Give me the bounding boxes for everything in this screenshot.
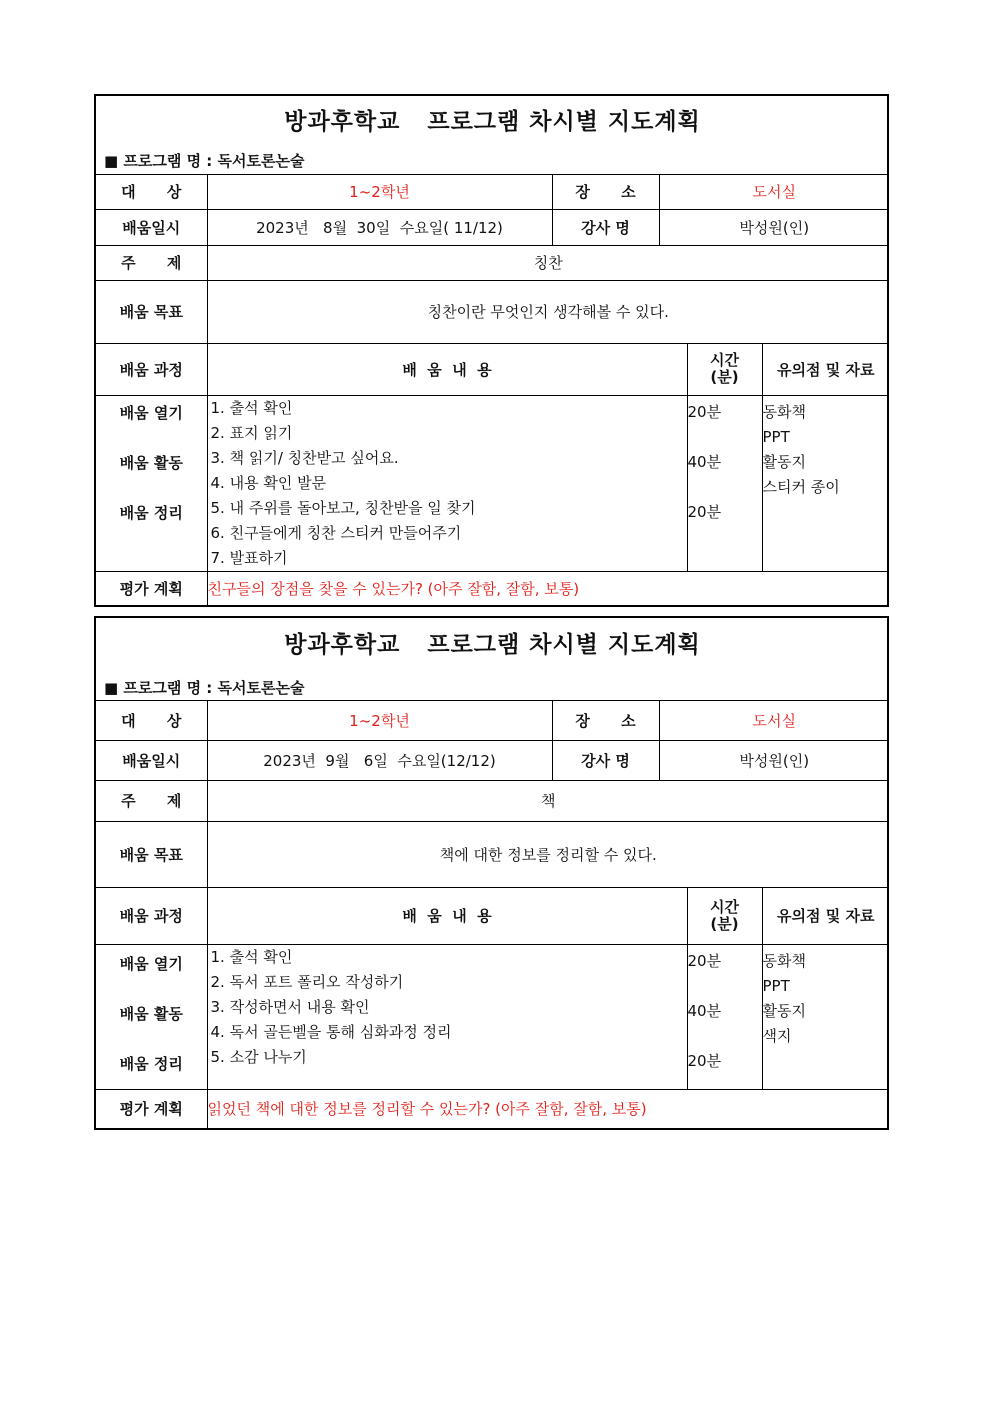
time-activity: 40분 <box>687 452 722 471</box>
teacher-label: 강사 명 <box>552 740 659 780</box>
eval-value: 읽었던 책에 대한 정보를 정리할 수 있는가? (아주 잘함, 잘함, 보통) <box>207 1089 889 1128</box>
plan-title: 방과후학교 프로그램 차시별 지도계획 <box>284 107 701 135</box>
content-item: 1. 출석 확인 <box>210 398 293 417</box>
time-cell <box>687 395 762 571</box>
material-item: PPT <box>762 976 790 995</box>
subject-value: 칭찬 <box>207 245 889 280</box>
target-label: 대 상 <box>96 700 207 740</box>
material-item: 활동지 <box>762 1001 806 1020</box>
material-item: 활동지 <box>762 452 806 471</box>
subject-label: 주 제 <box>96 245 207 280</box>
stage-cell <box>96 944 207 1089</box>
content-cell <box>207 395 687 571</box>
material-item: PPT <box>762 427 790 446</box>
program-name: ■ 프로그램 명 : 독서토론논술 <box>104 151 305 170</box>
place-label: 장 소 <box>552 700 659 740</box>
lesson-plan-1 <box>94 94 889 607</box>
content-item: 5. 소감 나누기 <box>210 1047 307 1066</box>
time-opening: 20분 <box>687 402 722 421</box>
date-label: 배움일시 <box>96 740 207 780</box>
stage-cell <box>96 395 207 571</box>
target-label: 대 상 <box>96 174 207 209</box>
content-item: 1. 출석 확인 <box>210 947 293 966</box>
content-item: 7. 발표하기 <box>210 548 288 567</box>
goal-label: 배움 목표 <box>96 280 207 343</box>
content-item: 2. 독서 포트 폴리오 작성하기 <box>210 972 404 991</box>
teacher-label: 강사 명 <box>552 209 659 245</box>
eval-label: 평가 계획 <box>96 1089 207 1128</box>
stage-opening: 배움 열기 <box>119 954 183 973</box>
material-item: 동화책 <box>762 951 806 970</box>
teacher-value: 박성원(인) <box>659 740 889 780</box>
time-opening: 20분 <box>687 951 722 970</box>
stage-opening: 배움 열기 <box>119 403 183 422</box>
process-label: 배움 과정 <box>96 343 207 395</box>
material-item: 스티커 종이 <box>762 477 840 496</box>
content-header: 배 움 내 용 <box>207 887 687 944</box>
stage-closing: 배움 정리 <box>119 503 183 522</box>
target-value: 1~2학년 <box>207 700 552 740</box>
content-item: 6. 친구들에게 칭찬 스티커 만들어주기 <box>210 523 462 542</box>
material-item: 동화책 <box>762 402 806 421</box>
materials-cell <box>762 944 889 1089</box>
place-label: 장 소 <box>552 174 659 209</box>
subject-value: 책 <box>207 780 889 821</box>
header-cell <box>96 96 889 174</box>
stage-activity: 배움 활동 <box>119 1004 183 1023</box>
materials-cell <box>762 395 889 571</box>
content-item: 4. 독서 골든벨을 통해 심화과정 정리 <box>210 1022 452 1041</box>
plan-title: 방과후학교 프로그램 차시별 지도계획 <box>284 630 701 658</box>
process-label: 배움 과정 <box>96 887 207 944</box>
subject-label: 주 제 <box>96 780 207 821</box>
time-closing: 20분 <box>687 502 722 521</box>
target-value: 1~2학년 <box>207 174 552 209</box>
content-header: 배 움 내 용 <box>207 343 687 395</box>
content-cell <box>207 944 687 1089</box>
time-activity: 40분 <box>687 1001 722 1020</box>
eval-label: 평가 계획 <box>96 571 207 605</box>
place-value: 도서실 <box>659 700 889 740</box>
header-cell <box>96 618 889 700</box>
content-item: 3. 책 읽기/ 칭찬받고 싶어요. <box>210 448 399 467</box>
date-value: 2023년 9월 6일 수요일(12/12) <box>207 740 552 780</box>
content-item: 2. 표지 읽기 <box>210 423 293 442</box>
stage-closing: 배움 정리 <box>119 1054 183 1073</box>
eval-value: 친구들의 장점을 찾을 수 있는가? (아주 잘함, 잘함, 보통) <box>207 571 889 605</box>
content-item: 3. 작성하면서 내용 확인 <box>210 997 370 1016</box>
notes-header: 유의점 및 자료 <box>762 343 889 395</box>
program-name: ■ 프로그램 명 : 독서토론논술 <box>104 678 305 697</box>
notes-header: 유의점 및 자료 <box>762 887 889 944</box>
content-item: 5. 내 주위를 돌아보고, 칭찬받을 일 찾기 <box>210 498 476 517</box>
lesson-plan-2 <box>94 616 889 1130</box>
content-item: 4. 내용 확인 발문 <box>210 473 327 492</box>
date-label: 배움일시 <box>96 209 207 245</box>
stage-activity: 배움 활동 <box>119 453 183 472</box>
material-item: 색지 <box>762 1026 792 1045</box>
time-closing: 20분 <box>687 1051 722 1070</box>
goal-value: 책에 대한 정보를 정리할 수 있다. <box>207 821 889 887</box>
teacher-value: 박성원(인) <box>659 209 889 245</box>
date-value: 2023년 8월 30일 수요일( 11/12) <box>207 209 552 245</box>
goal-label: 배움 목표 <box>96 821 207 887</box>
goal-value: 칭찬이란 무엇인지 생각해볼 수 있다. <box>207 280 889 343</box>
time-cell <box>687 944 762 1089</box>
place-value: 도서실 <box>659 174 889 209</box>
time-header: 시간 (분) <box>687 887 762 944</box>
time-header: 시간 (분) <box>687 343 762 395</box>
